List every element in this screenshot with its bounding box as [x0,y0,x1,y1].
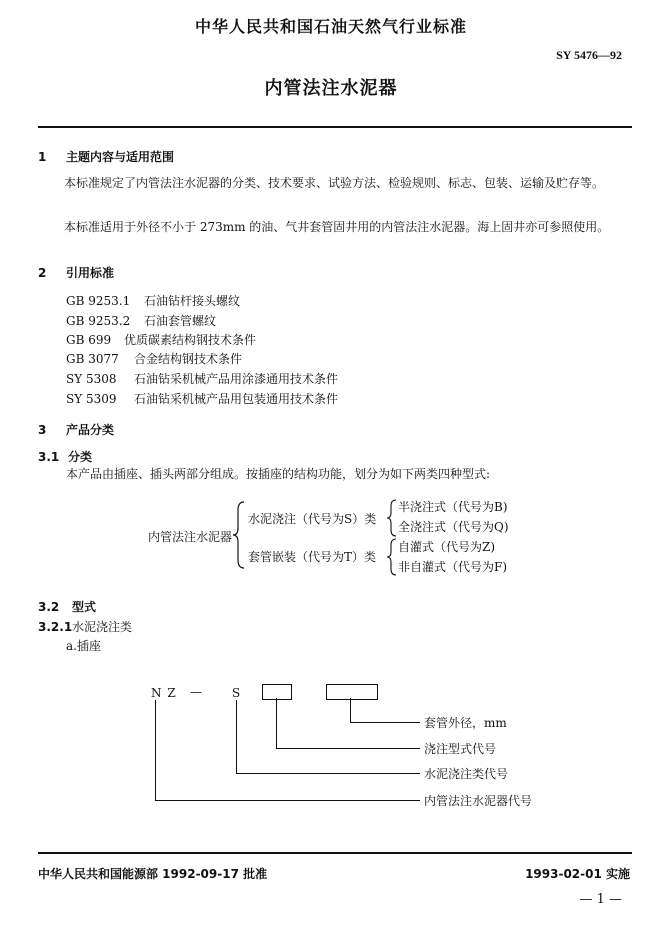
model-code-s: S [232,686,241,700]
tree-leaf-non-self-fill: 非自灌式（代号为F) [398,560,508,574]
reference-item [66,390,338,407]
section-1-paragraph-2: 本标准适用于外径不小于 273mm 的油、气井套管固井用的内管法注水泥器。海上固井亦可参照使用。 [64,220,610,234]
tree-root-brace [232,500,246,570]
effective-date: 1993-02-01 实施 [525,867,630,881]
subsection-3-2-1-heading [38,618,132,635]
reference-item [66,350,242,367]
subsection-title: 水泥浇注类 [72,620,133,634]
section-number: 2 [38,266,47,280]
leader-line [276,748,420,749]
label-cement-pour-class-code: 水泥浇注类代号 [424,767,509,781]
section-1-paragraph-1: 本标准规定了内管法注水泥器的分类、技术要求、试验方法、检验规则、标志、包装、运输及贮存等。 [64,176,605,190]
reference-item [66,370,338,387]
reference-code: SY 5308 [66,372,117,386]
tree-branch-1-brace [386,498,398,538]
section-1-heading [38,148,174,165]
standard-number: SY 5476—92 [556,48,622,62]
tree-branch-1-label: 水泥浇注（代号为S）类 [248,512,377,526]
leader-line [350,698,351,722]
approval-line: 中华人民共和国能源部 1992-09-17 批准 [38,867,268,881]
tree-branch-2-label: 套管嵌装（代号为T）类 [248,550,377,564]
leader-line [350,722,420,723]
reference-item [66,292,240,309]
reference-name: 优质碳素结构钢技术条件 [124,333,257,347]
subsection-3-1-heading [38,448,92,465]
leader-line [236,773,420,774]
section-3-heading [38,421,114,438]
leader-line [155,800,420,801]
reference-name: 合金结构钢技术条件 [134,352,243,366]
document-title: 内管法注水泥器 [264,78,398,99]
tree-leaf-semi-pour: 半浇注式（代号为B) [398,500,508,514]
label-pour-type-code: 浇注型式代号 [424,742,497,756]
tree-leaf-self-fill: 自灌式（代号为Z) [398,540,496,554]
section-number: 3 [38,423,47,437]
section-number: 1 [38,150,47,164]
footer-rule [38,852,632,854]
leader-line [155,700,156,800]
section-title: 产品分类 [66,423,115,437]
tree-branch-2-brace [386,537,398,577]
model-code-dash: — [190,685,202,699]
tree-leaf-full-pour: 全浇注式（代号为Q) [398,520,509,534]
reference-name: 石油钻杆接头螺纹 [144,294,241,308]
reference-code: GB 9253.1 [66,294,131,308]
page-number: — 1 — [579,892,622,907]
subsection-number: 3.2 [38,600,60,614]
reference-code: SY 5309 [66,392,117,406]
section-2-heading [38,264,114,281]
reference-item [66,312,216,329]
label-device-code: 内管法注水泥器代号 [424,794,533,808]
org-title: 中华人民共和国石油天然气行业标准 [194,17,467,36]
reference-name: 石油套管螺纹 [144,314,217,328]
casing-od-box [326,684,378,700]
tree-root-label: 内管法注水泥器 [148,530,233,544]
reference-code: GB 9253.2 [66,314,131,328]
item-a-label: a.插座 [66,639,101,653]
reference-name: 石油钻采机械产品用涂漆通用技术条件 [134,372,339,386]
section-title: 引用标准 [66,266,115,280]
classification-intro: 本产品由插座、插头两部分组成。按插座的结构功能，划分为如下两类四种型式: [66,467,491,481]
reference-code: GB 3077 [66,352,119,366]
header-rule [38,126,632,128]
model-code-nz: N Z [151,686,177,700]
subsection-title: 型式 [72,600,97,614]
reference-code: GB 699 [66,333,112,347]
leader-line [236,700,237,773]
reference-name: 石油钻采机械产品用包装通用技术条件 [134,392,339,406]
reference-item [66,331,256,348]
subsection-number: 3.2.1 [38,620,73,634]
section-title: 主题内容与适用范围 [66,150,175,164]
subsection-3-2-heading [38,598,96,615]
subsection-title: 分类 [68,450,93,464]
leader-line [276,698,277,748]
subsection-number: 3.1 [38,450,60,464]
label-casing-od: 套管外径，mm [424,716,507,730]
